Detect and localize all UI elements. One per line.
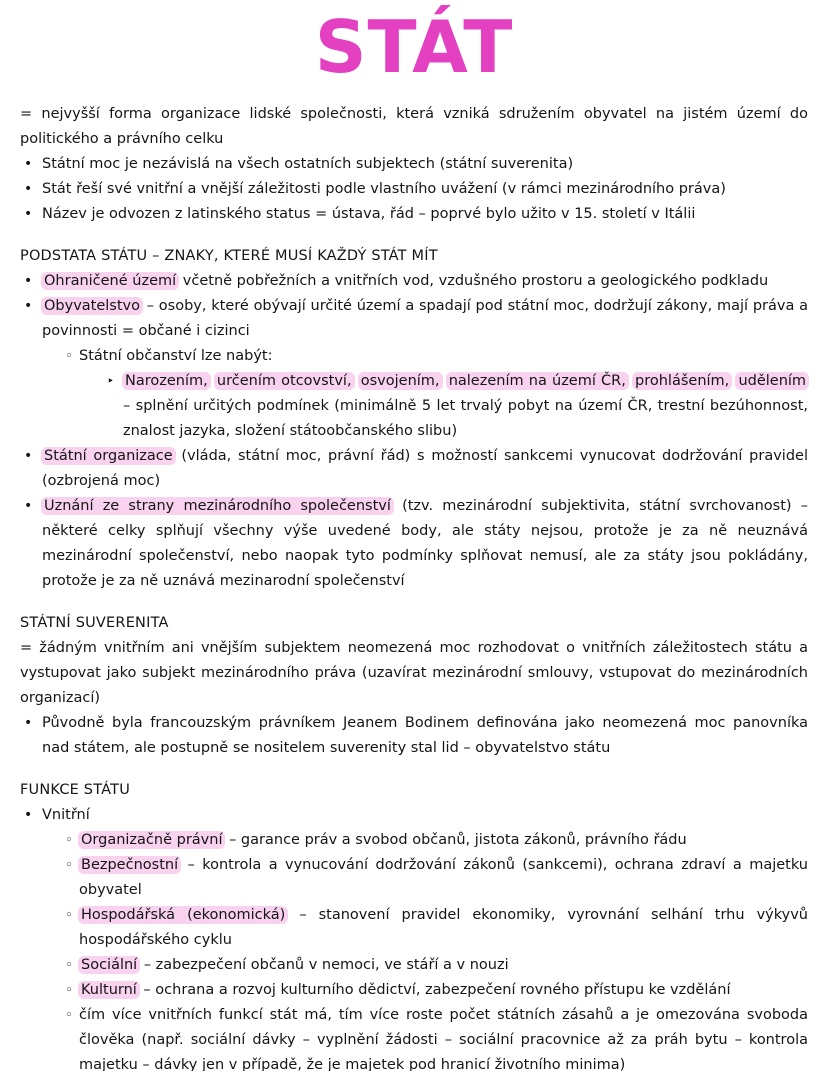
highlighted-term: Kulturní [78,981,140,999]
highlighted-term: Hospodářská (ekonomická) [78,906,288,924]
text-block [20,828,808,853]
bullet-dot-icon: • [24,180,33,197]
text-segment: = žádným vnitřním ani vnějším subjektem neomezená moc rozhodovat o vnitřních záležitostech státu a vystupovat jako subjekt mezinárodního práva (uzavírat mezinárodní smlouvy, vstupovat do mezinárodních organizací) [20,639,808,706]
highlighted-term: Bezpečnostní [78,856,181,874]
bullet-dot-icon: • [24,806,33,823]
bullet-dot-icon: • [24,497,33,514]
highlighted-term: Ohraničené území [41,272,179,290]
text-block [20,853,808,903]
bullet-dot-icon: • [24,714,33,731]
text-segment: Název je odvozen z latinského status = ústava, řád – poprvé bylo užito v 15. století v Itálii [42,205,696,222]
page-title: STÁT [314,5,514,89]
text-block [20,978,808,1003]
text-block [20,444,808,494]
bullet-circle-icon: ◦ [65,907,73,923]
section-heading [20,244,808,269]
text-segment: PODSTATA STÁTU – ZNAKY, KTERÉ MUSÍ KAŽDÝ STÁT MÍT [20,247,438,264]
bullet-dot-icon: • [24,155,33,172]
text-block [20,953,808,978]
text-segment: (vláda, státní moc, právní řád) s možností sankcemi vynucovat dodržování pravidel (ozbrojená moc) [42,447,808,489]
text-block [20,494,808,594]
text-block [20,102,808,152]
bullet-dot-icon: • [24,447,33,464]
highlighted-term: Obyvatelstvo [41,297,143,315]
text-segment: Vnitřní [42,806,90,823]
text-segment: – kontrola a vynucování dodržování zákonů (sankcemi), ochrana zdraví a majetku obyvatel [79,856,808,898]
highlighted-term: udělením [735,372,809,390]
text-block [20,344,808,369]
text-block [20,1003,808,1071]
highlighted-term: Sociální [78,956,140,974]
bullet-dot-icon: • [24,272,33,289]
text-segment: FUNKCE STÁTU [20,781,131,798]
text-block [20,269,808,294]
text-segment: čím více vnitřních funkcí stát má, tím více roste počet státních zásahů a je omezována svoboda člověka (např. sociální dávky – vyplnění žádosti – sociální pracovnice až za práh bytu – kontrola majetku – dávky jen v případě, že je majetek pod hranicí životního minima) [79,1006,808,1071]
text-segment: – osoby, které obývají určité území a spadají pod státní moc, dodržují zákony, mají práva a povinnosti = občané i cizinci [42,297,808,339]
document-body [20,102,808,1071]
text-segment: – garance práv a svobod občanů, jistota zákonů, právního řádu [224,831,687,848]
bullet-triangle-icon: ‣ [107,373,115,388]
text-block [20,177,808,202]
text-block [20,369,808,444]
text-segment: – stanovení pravidel ekonomiky, vyrovnání selhání trhu výkyvů hospodářského cyklu [79,906,808,948]
highlighted-term: určením otcovství, [214,372,355,390]
section-heading [20,611,808,636]
bullet-dot-icon: • [24,297,33,314]
text-segment: (tzv. mezinárodní subjektivita, státní svrchovanost) – některé celky splňují všechny výše uvedené body, ale státy nejsou, protože je za ně neuznává mezinárodní společenství, nebo naopak tyto podmínky splňovat nemusí, ale za státy jsou pokládány, protože je za ně uznává mezinarodní společenství [42,497,808,589]
text-block [20,803,808,828]
text-block [20,294,808,344]
text-segment: Státní moc je nezávislá na všech ostatních subjektech (státní suverenita) [42,155,574,172]
text-segment: Stát řeší své vnitřní a vnější záležitosti podle vlastního uvážení (v rámci mezinárodního práva) [42,180,726,197]
text-block [20,152,808,177]
text-segment: – zabezpečení občanů v nemoci, ve stáří a v nouzi [139,956,509,973]
bullet-dot-icon: • [24,205,33,222]
bullet-circle-icon: ◦ [65,857,73,873]
text-segment: – splnění určitých podmínek (minimálně 5 let trvalý pobyt na území ČR, trestní bezúhonnost, znalost jazyka, složení státoobčanského slibu) [123,397,808,439]
section-heading [20,778,808,803]
highlighted-term: Státní organizace [41,447,176,465]
bullet-circle-icon: ◦ [65,832,73,848]
highlighted-term: osvojením, [358,372,443,390]
highlighted-term: prohlášením, [632,372,732,390]
text-segment: = nejvyšší forma organizace lidské společnosti, která vzniká sdružením obyvatel na jistém území do politického a právního celku [20,105,808,147]
text-block [20,202,808,227]
bullet-circle-icon: ◦ [65,982,73,998]
highlighted-term: nalezením na území ČR, [446,372,629,390]
text-block [20,903,808,953]
highlighted-term: Organizačně právní [78,831,225,849]
bullet-circle-icon: ◦ [65,1007,73,1023]
highlighted-term: Narozením, [122,372,211,390]
text-segment: včetně pobřežních a vnitřních vod, vzdušného prostoru a geologického podkladu [178,272,769,289]
bullet-circle-icon: ◦ [65,957,73,973]
text-segment: Státní občanství lze nabýt: [79,347,273,364]
bullet-circle-icon: ◦ [65,348,73,364]
text-block [20,711,808,761]
highlighted-term: Uznání ze strany mezinárodního společenství [41,497,394,515]
text-block [20,636,808,711]
text-segment: Původně byla francouzským právníkem Jeanem Bodinem definována jako neomezená moc panovníka nad státem, ale postupně se nositelem suverenity stal lid – obyvatelstvo státu [42,714,808,756]
text-segment: – ochrana a rozvoj kulturního dědictví, zabezpečení rovného přístupu ke vzdělání [138,981,731,998]
text-segment: STÁTNÍ SUVERENITA [20,614,169,631]
